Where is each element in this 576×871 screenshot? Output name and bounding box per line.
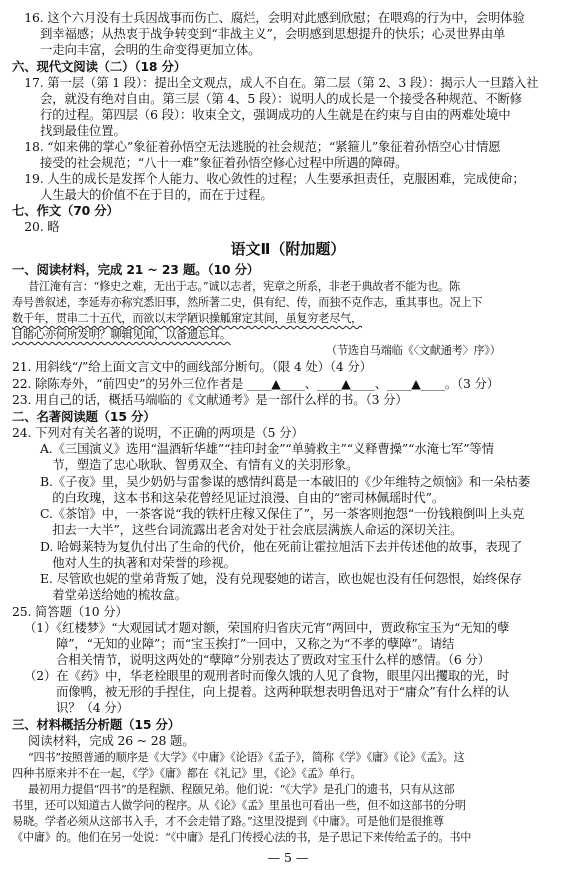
text-line: 目睹心亦何所发明？聊辑见闻，以备遗忘耳。 bbox=[12, 328, 231, 341]
text-line: 节，塑造了忠心耿耿、智勇双全、有情有义的关羽形象。 bbox=[40, 457, 359, 472]
text-line: 识？（4 分） bbox=[56, 700, 129, 715]
section-heading: 二、名著阅读题（15 分） bbox=[12, 409, 156, 424]
text-line: 24. 下列对有关名著的说明，不正确的两项是（5 分） bbox=[12, 425, 304, 440]
text-line: 他对人生的执著和对荣誉的珍视。 bbox=[40, 555, 236, 570]
page-title: 语文Ⅱ（附加题） bbox=[230, 240, 346, 258]
text-line: 最初用力提倡“四书”的是程颢、程颐兄弟。他们说：“《大学》是孔门的遗书，只有从这部 bbox=[28, 783, 455, 796]
text-line: “四书”按照普通的顺序是《大学》《中庸》《论语》《孟子》，简称《学》《庸》《论》《孟》。这 bbox=[28, 751, 465, 764]
text-line: 19. 人生的成长是发挥个人能力、收心敛性的过程；人生要承担责任，克服困难，完成使命； bbox=[12, 171, 525, 186]
text-line: 22. 除陈寿外，“前四史”的另外三位作者是 ____▲____、____▲____、____▲____。（3 分） bbox=[12, 376, 500, 391]
text-line: E. 尽管欧也妮的堂弟背叛了她，没有兑现娶她的诺言，欧也妮也没有任何怨恨，始终保存 bbox=[40, 571, 522, 586]
text-line: 18. “如来佛的掌心”象征着孙悟空无法逃脱的社会规范；“紧箍儿”象征着孙悟空心甘情愿 bbox=[12, 139, 501, 154]
text-line: A.《三国演义》选用“温酒斩华雄”“挂印封金”“单骑救主”“义释曹操”“水淹七军”等情 bbox=[40, 441, 494, 456]
text-line: 扣去一大半”，这些台词流露出老舍对处于社会底层满族人命运的深切关注。 bbox=[40, 522, 463, 537]
text-line: 21. 用斜线“/”给上面文言文中的画线部分断句。（限 4 处）（4 分） bbox=[12, 359, 372, 374]
text-line: 四种书原来并不在一起，《学》《庸》都在《礼记》里，《论》《孟》单行。 bbox=[12, 767, 362, 780]
section-heading: 六、现代文阅读（二）（18 分） bbox=[12, 59, 187, 74]
text-line: （1）《红楼梦》“大观园试才题对额，荣国府归省庆元宵”两回中，贾政称宝玉为“无知的孽 bbox=[24, 620, 510, 635]
text-line: 20. 略 bbox=[12, 219, 60, 234]
text-line: 而像鸭，被无形的手捏住，向上提着。这两种联想表明鲁迅对于“庸众”有什么样的认 bbox=[56, 684, 510, 699]
text-line: 接受的社会规范；“八十一难”象征着孙悟空修心过程中所遇的障碍。 bbox=[40, 155, 408, 170]
text-line: 着堂弟送给她的梳妆盒。 bbox=[40, 587, 187, 602]
text-line: （节选自马端临《〈文献通考〉序》） bbox=[326, 344, 501, 357]
text-line: 会，就没有绝对自由。第三层（第 4、5 段）：说明人的成长是一个接受各种规范、不断修 bbox=[40, 91, 522, 106]
text-line: 《中庸》的。他们在另一处说：“《中庸》是孔门传授心法的书，是子思记下来传给孟子的。书中 bbox=[12, 831, 472, 844]
text-line: 25. 简答题（10 分） bbox=[12, 604, 128, 619]
text-line: 17. 第一层（第 1 段）：提出全文观点，成人不自在。第二层（第 2、3 段）：揭示人一旦踏入社 bbox=[12, 75, 539, 90]
text-line: 阅读材料，完成 26 ~ 28 题。 bbox=[28, 733, 195, 748]
text-line: 16. 这个六月没有士兵因战事而伤亡、腐烂，会明对此感到欣慰；在喂鸡的行为中，会明体验 bbox=[12, 10, 525, 25]
text-line: 数千年，贯串二十五代，而欲以末学陋识操觚窜定其间，虽复穷老尽气， bbox=[12, 312, 363, 325]
text-line: 障”，“无知的业障”；而“宝玉挨打”一回中，又称之为“不孝的孽障”。请结 bbox=[56, 636, 455, 651]
text-line: 行的过程。第四层（6 段）：收束全文，强调成功的人生就是在约束与自由的两难处境中 bbox=[40, 107, 511, 122]
section-heading: 一、阅读材料，完成 21 ~ 23 题。（10 分） bbox=[12, 262, 260, 277]
text-line: B.《子夜》里，吴少奶奶与雷参谋的感情纠葛是一本破旧的《少年维特之烦恼》和一朵枯萎 bbox=[40, 474, 531, 489]
text-line: 23. 用自己的话，概括马端临的《文献通考》是一部什么样的书。（3 分） bbox=[12, 392, 408, 407]
text-line: 的白玫瑰，这本书和这朵花曾经见证过浪漫、自由的“密司林佩瑶时代”。 bbox=[40, 490, 445, 505]
text-line: （2）在《药》中，华老栓眼里的观刑者时而像久饿的人见了食物，眼里闪出攫取的光，时 bbox=[24, 668, 510, 683]
text-line: C.《茶馆》中，一茶客说“我的铁杆庄稼又保住了”，另一茶客则抱怨“一份钱粮倒叫上头克 bbox=[40, 506, 525, 521]
text-line: 书里，还可以知道古人做学问的程序。从《论》《孟》里虽也可看出一些，但不如这部书的分明 bbox=[12, 799, 466, 812]
section-heading: 三、材料概括分析题（15 分） bbox=[12, 717, 180, 732]
text-line: 易晓。学者必须从这部书入手，才不会走错了路。”这里没提到《中庸》。可是他们是很推尊 bbox=[12, 815, 444, 828]
page-number: — 5 — bbox=[267, 850, 309, 865]
text-line: 寿号善叙述，李延寿亦称究悉旧事，然所著二史，俱有纪、传，而独不克作志，重其事也。况上下 bbox=[12, 296, 483, 309]
text-line: D. 哈姆莱特为复仇付出了生命的代价，他在死前让霍拉旭活下去并传述他的故事，表现了 bbox=[40, 539, 523, 554]
text-line: 昔江淹有言：“修史之难，无出于志。”诚以志者，宪章之所系，非老于典故者不能为也。陈 bbox=[28, 280, 460, 293]
section-heading: 七、作文（70 分） bbox=[12, 203, 119, 218]
text-line: 人生最大的价值不在于目的，而在于过程。 bbox=[40, 187, 273, 202]
text-line: 找到最佳位置。 bbox=[40, 123, 126, 138]
text-line: 到幸福感；从热衷于战争转变到“非战主义”，会明感到思想提升的快乐；心灵世界由单 bbox=[40, 26, 506, 41]
text-line: 合相关情节，说明这两处的“孽障”分别表达了贾政对宝玉什么样的感情。（6 分） bbox=[56, 652, 490, 667]
text-line: 一走向丰富，会明的生命变得更加立体。 bbox=[40, 42, 261, 57]
